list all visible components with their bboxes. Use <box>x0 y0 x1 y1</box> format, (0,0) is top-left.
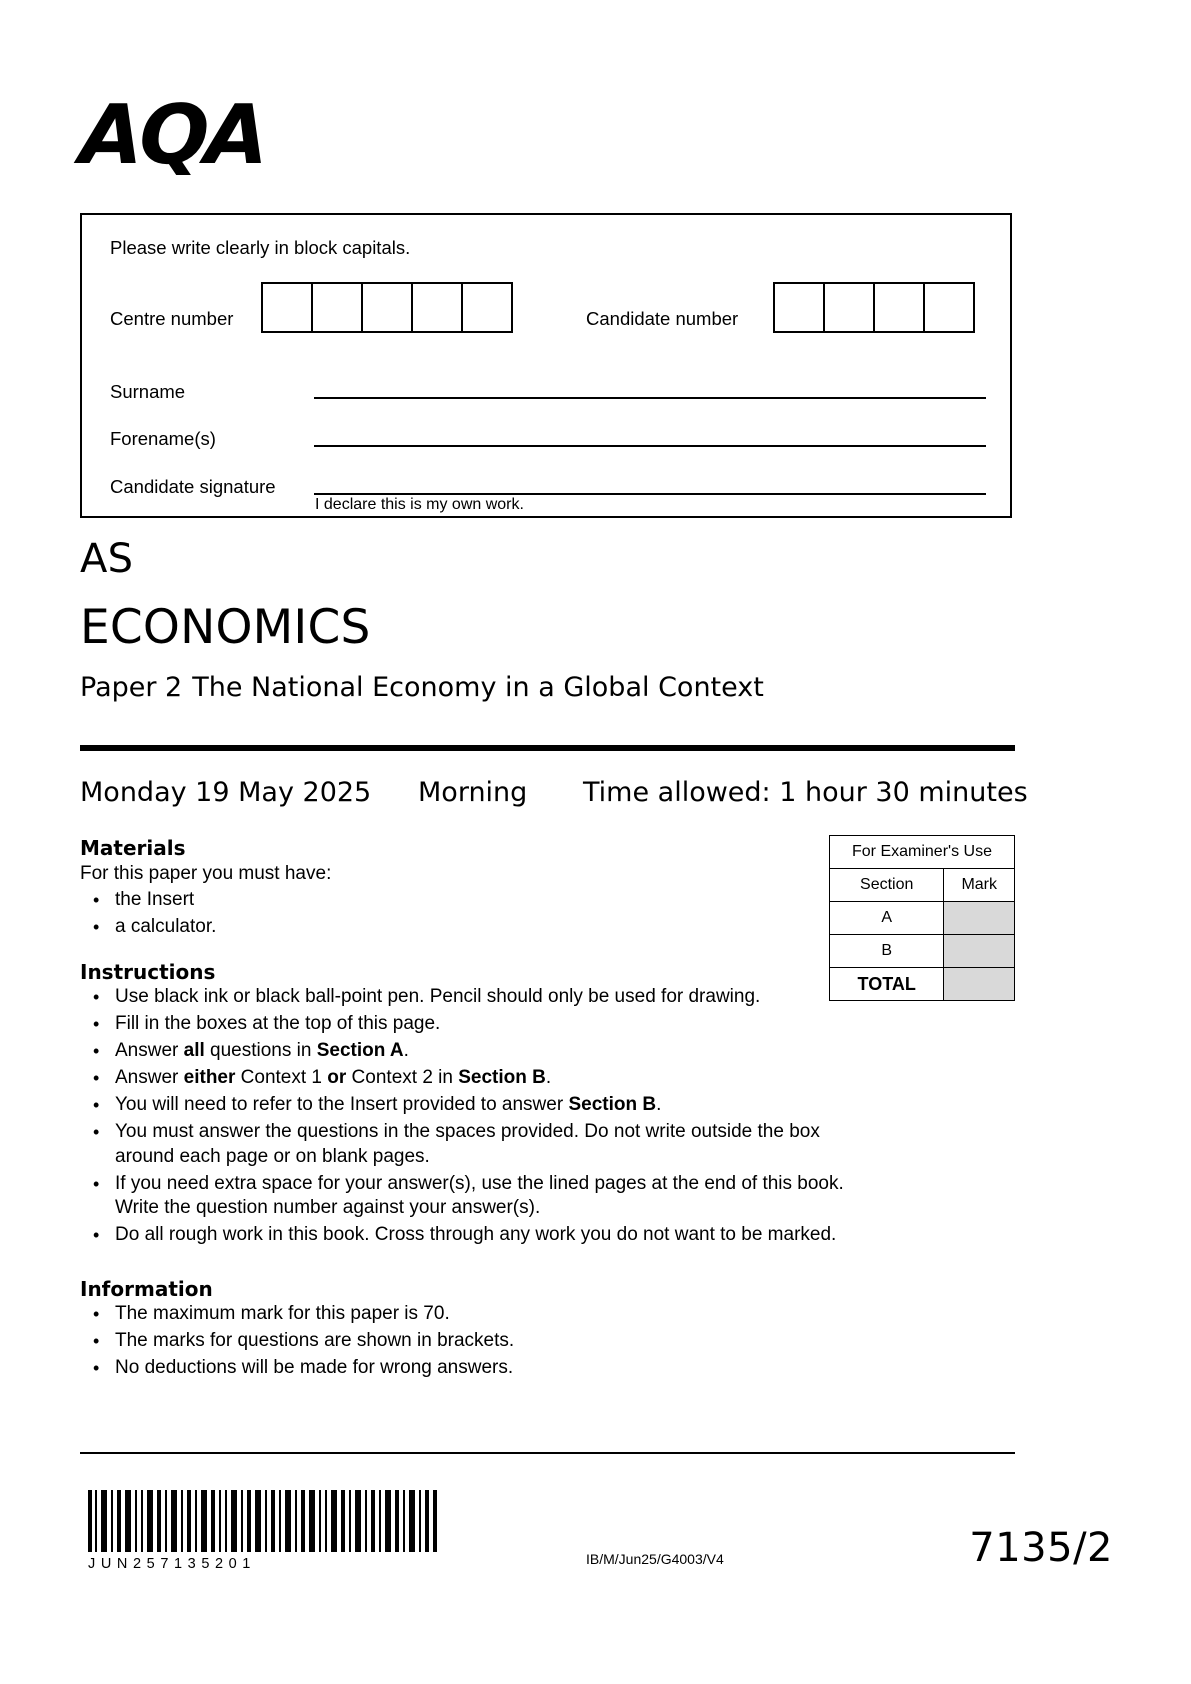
list-item: • No deductions will be made for wrong answers. <box>115 1356 715 1381</box>
list-item: • You must answer the questions in the spaces provided. Do not write outside the box around each page or on blank pages. <box>115 1120 875 1169</box>
instructions-heading: Instructions <box>80 960 216 984</box>
list-item: • Answer either Context 1 or Context 2 in Section B. <box>115 1066 875 1091</box>
materials-list <box>80 888 715 942</box>
exam-session: Morning <box>418 777 528 808</box>
list-item: • Use black ink or black ball-point pen. Pencil should only be used for drawing. <box>115 985 875 1010</box>
candidate-number-cell[interactable] <box>773 282 825 333</box>
candidate-number-input[interactable] <box>773 282 975 333</box>
barcode-image <box>88 1490 438 1552</box>
section-label-a: A <box>830 902 944 935</box>
forename-input[interactable] <box>314 445 986 447</box>
information-heading: Information <box>80 1277 213 1301</box>
list-item: • The marks for questions are shown in brackets. <box>115 1329 715 1354</box>
instructions-list <box>80 985 875 1250</box>
mark-field-a[interactable] <box>944 902 1015 935</box>
examiner-table-col-section: Section <box>830 869 944 902</box>
examiner-use-table <box>829 835 1015 1001</box>
mark-field-b[interactable] <box>944 935 1015 968</box>
qualification-level: AS <box>80 536 134 582</box>
examiner-table-title: For Examiner's Use <box>830 836 1015 869</box>
information-list <box>80 1302 715 1383</box>
list-item: • a calculator. <box>115 915 715 940</box>
surname-label: Surname <box>110 381 186 402</box>
table-row <box>830 935 1015 968</box>
surname-input[interactable] <box>314 397 986 399</box>
candidate-signature-label: Candidate signature <box>110 476 276 497</box>
barcode-number: JUN257135201 <box>88 1556 256 1572</box>
centre-number-label: Centre number <box>110 308 234 329</box>
list-item: • the Insert <box>115 888 715 913</box>
list-item: • Fill in the boxes at the top of this page. <box>115 1012 875 1037</box>
candidate-number-cell[interactable] <box>923 282 975 333</box>
candidate-signature-input[interactable] <box>314 493 986 495</box>
list-item: • The maximum mark for this paper is 70. <box>115 1302 715 1327</box>
candidate-number-label: Candidate number <box>586 308 739 329</box>
title-divider <box>80 745 1015 751</box>
list-item: • Do all rough work in this book. Cross through any work you do not want to be marked. <box>115 1223 875 1248</box>
aqa-logo: AQA <box>78 88 267 183</box>
list-item: • You will need to refer to the Insert provided to answer Section B. <box>115 1093 875 1118</box>
paper-number: Paper 2 <box>80 672 183 703</box>
exam-date: Monday 19 May 2025 <box>80 777 372 808</box>
centre-number-input[interactable] <box>261 282 513 333</box>
time-allowed: Time allowed: 1 hour 30 minutes <box>583 777 1028 808</box>
document-reference-code: IB/M/Jun25/G4003/V4 <box>586 1551 724 1567</box>
paper-code: 7135/2 <box>969 1525 1113 1571</box>
centre-number-cell[interactable] <box>311 282 363 333</box>
forename-label: Forename(s) <box>110 428 216 449</box>
candidate-number-cell[interactable] <box>823 282 875 333</box>
footer-divider <box>80 1452 1015 1454</box>
subject-title: ECONOMICS <box>80 600 371 655</box>
total-label: TOTAL <box>830 968 944 1001</box>
candidate-details-box <box>80 213 1012 518</box>
paper-name: The National Economy in a Global Context <box>192 672 764 703</box>
candidate-number-cell[interactable] <box>873 282 925 333</box>
section-label-b: B <box>830 935 944 968</box>
list-item: • Answer all questions in Section A. <box>115 1039 875 1064</box>
table-row <box>830 902 1015 935</box>
centre-number-cell[interactable] <box>261 282 313 333</box>
table-row <box>830 968 1015 1001</box>
list-item: • If you need extra space for your answer(s), use the lined pages at the end of this book. Write the question number against your answer(s). <box>115 1172 875 1221</box>
block-capitals-instruction: Please write clearly in block capitals. <box>110 237 411 258</box>
paper-title-line <box>80 672 764 703</box>
materials-subheading: For this paper you must have: <box>80 863 332 884</box>
materials-heading: Materials <box>80 836 186 860</box>
declaration-text: I declare this is my own work. <box>315 496 524 513</box>
examiner-table-col-mark: Mark <box>944 869 1015 902</box>
total-mark-field[interactable] <box>944 968 1015 1001</box>
centre-number-cell[interactable] <box>461 282 513 333</box>
centre-number-cell[interactable] <box>411 282 463 333</box>
centre-number-cell[interactable] <box>361 282 413 333</box>
